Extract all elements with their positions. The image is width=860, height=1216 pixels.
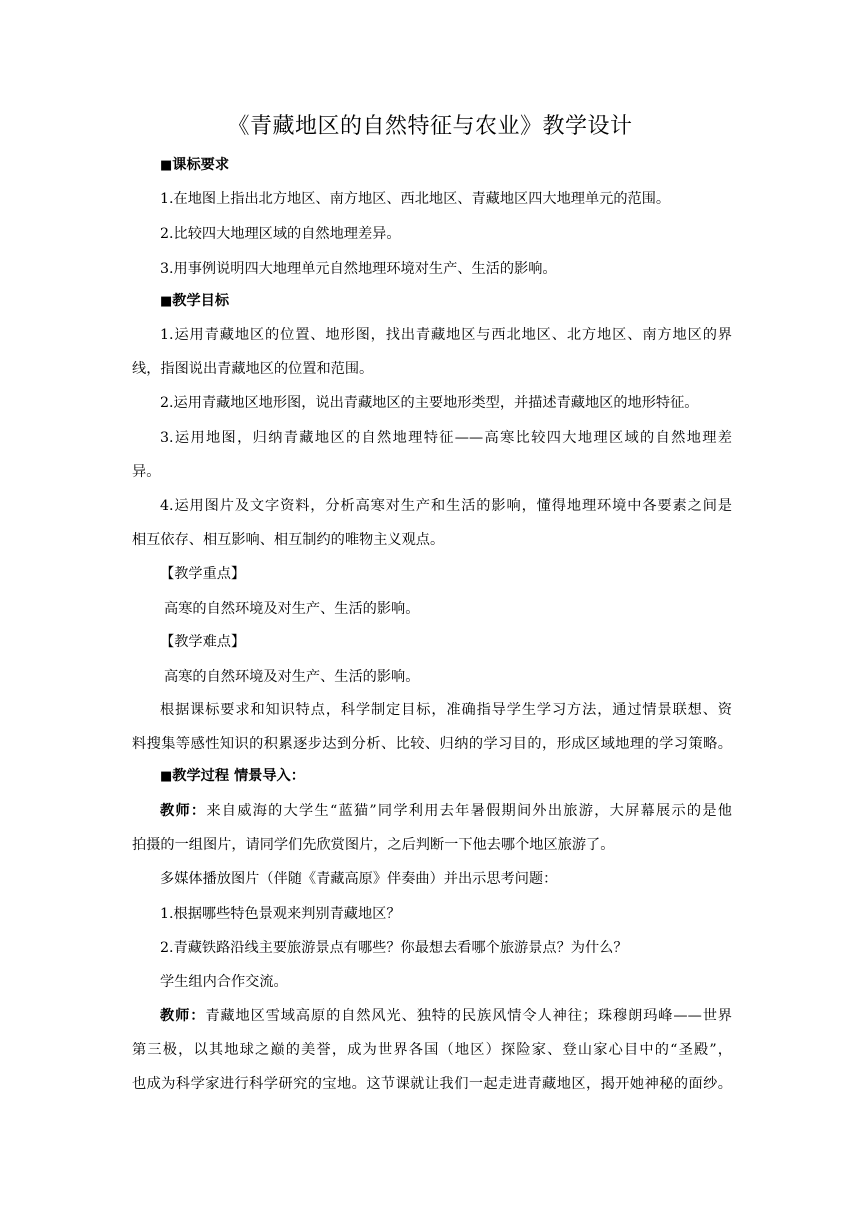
key-point-text: 高寒的自然环境及对生产、生活的影响。 — [164, 601, 420, 617]
square-bullet-icon: ■ — [160, 769, 173, 784]
teacher-para-2-line-3: 也成为科学家进行科学研究的宝地。这节课就让我们一起走进青藏地区，揭开她神秘的面纱。 — [132, 1076, 732, 1092]
group-discussion: 学生组内合作交流。 — [160, 974, 288, 990]
heading-text: 课标要求 — [172, 157, 230, 173]
curriculum-item-1: 1.在地图上指出北方地区、南方地区、西北地区、青藏地区四大地理单元的范围。 — [160, 191, 671, 207]
question-2: 2.青藏铁路沿线主要旅游景点有哪些？你最想去看哪个旅游景点？为什么？ — [160, 940, 628, 956]
teacher-para-2-line-1 — [160, 1006, 732, 1026]
objective-3-line-1: 3.运用地图，归纳青藏地区的自然地理特征——高寒比较四大地理区域的自然地理差 — [160, 430, 732, 446]
square-bullet-icon: ■ — [160, 294, 173, 309]
key-point-label: 【教学重点】 — [160, 566, 246, 582]
teacher-para-2-line-2: 第三极，以其地球之巅的美誉，成为世界各国（地区）探险家、登山家心目中的“圣殿”， — [132, 1042, 732, 1058]
teacher-label: 教师： — [160, 1008, 206, 1024]
question-1: 1.根据哪些特色景观来判别青藏地区？ — [160, 906, 401, 922]
section-heading-curriculum — [160, 155, 732, 176]
curriculum-item-3: 3.用事例说明四大地理单元自然地理环境对生产、生活的影响。 — [160, 261, 557, 277]
teacher-text: 青藏地区雪域高原的自然风光、独特的民族风情令人神往；珠穆朗玛峰——世界 — [205, 1008, 732, 1024]
objective-4-line-2: 相互依存、相互影响、相互制约的唯物主义观点。 — [132, 532, 445, 548]
difficulty-label: 【教学难点】 — [160, 634, 246, 650]
strategy-line-1: 根据课标要求和知识特点，科学制定目标，准确指导学生学习方法，通过情景联想、资 — [160, 702, 732, 718]
section-heading-process — [160, 766, 732, 787]
objective-1-line-1: 1.运用青藏地区的位置、地形图，找出青藏地区与西北地区、北方地区、南方地区的界 — [160, 327, 732, 343]
strategy-line-2: 料搜集等感性知识的积累逐步达到分析、比较、归纳的学习目的，形成区域地理的学习策略。 — [132, 736, 732, 752]
objective-2: 2.运用青藏地区地形图，说出青藏地区的主要地形类型，并描述青藏地区的地形特征。 — [160, 395, 699, 411]
teacher-para-1-line-1 — [160, 801, 732, 821]
teacher-label: 教师： — [160, 803, 207, 819]
objective-4-line-1: 4.运用图片及文字资料，分析高寒对生产和生活的影响，懂得地理环境中各要素之间是 — [160, 498, 732, 514]
media-instruction: 多媒体播放图片（伴随《青藏高原》伴奏曲）并出示思考问题： — [160, 871, 558, 887]
objective-1-line-2: 线，指图说出青藏地区的位置和范围。 — [132, 361, 374, 377]
document-title: 《青藏地区的自然特征与农业》教学设计 — [227, 114, 633, 139]
teacher-para-1-line-2: 拍摄的一组图片，请同学们先欣赏图片，之后判断一下他去哪个地区旅游了。 — [132, 837, 615, 853]
objective-3-line-2: 异。 — [132, 464, 161, 480]
heading-text: 教学过程 情景导入： — [172, 768, 305, 784]
section-heading-objectives — [160, 291, 732, 312]
square-bullet-icon: ■ — [160, 158, 173, 173]
difficulty-text: 高寒的自然环境及对生产、生活的影响。 — [164, 669, 420, 685]
curriculum-item-2: 2.比较四大地理区域的自然地理差异。 — [160, 226, 401, 242]
teacher-text: 来自威海的大学生“蓝猫”同学利用去年暑假期间外出旅游，大屏幕展示的是他 — [206, 803, 732, 819]
heading-text: 教学目标 — [172, 293, 230, 309]
